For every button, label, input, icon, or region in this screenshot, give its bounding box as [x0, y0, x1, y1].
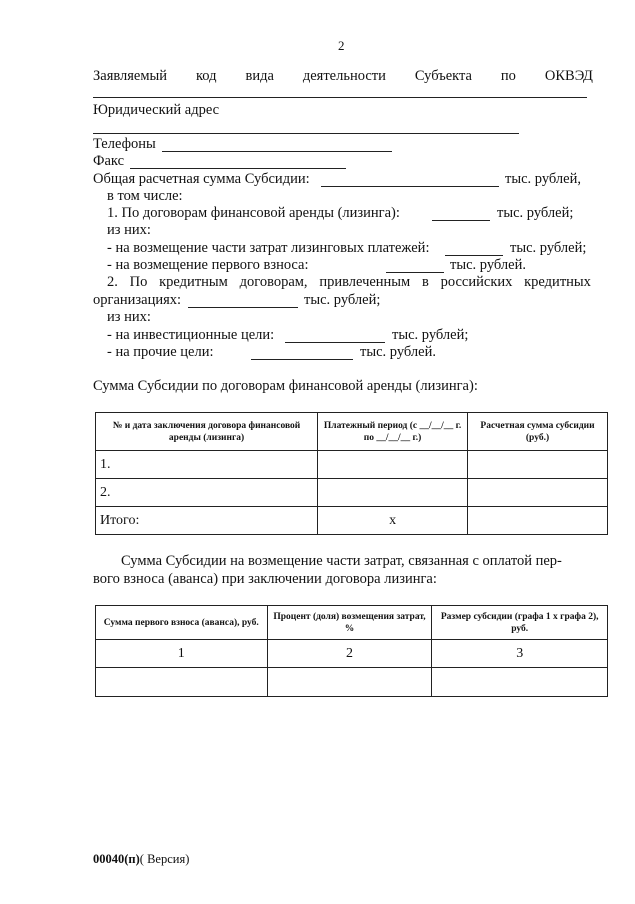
- okved-word: ОКВЭД: [544, 68, 593, 84]
- table2-title-line-2: вого взноса (аванса) при заключении договора лизинга:: [93, 571, 437, 587]
- leasing-fill-line: [432, 220, 490, 221]
- table1-total-label: Итого:: [96, 507, 318, 535]
- credit-line-1: [107, 274, 591, 291]
- credit-invest-fill-line: [285, 342, 385, 343]
- table2-column-number: 3: [432, 640, 608, 668]
- leasing-of-them: из них:: [107, 222, 151, 238]
- table1-cell: 2.: [96, 479, 318, 507]
- footer-version: ( Версия): [139, 852, 190, 866]
- leasing-payments-fill-line: [445, 255, 503, 256]
- table2-header-advance: Сумма первого взноса (аванса), руб.: [96, 606, 268, 640]
- table2-cell: [432, 668, 608, 697]
- phones-label: Телефоны: [93, 136, 156, 152]
- leasing-payments-label: - на возмещение части затрат лизинговых платежей:: [107, 240, 430, 256]
- table-row: [96, 507, 608, 535]
- credit-unit: тыс. рублей;: [304, 292, 381, 308]
- credit-other-label: - на прочие цели:: [107, 344, 214, 360]
- table1-cell: [468, 479, 608, 507]
- leasing-first-unit: тыс. рублей.: [450, 257, 526, 273]
- leasing-first-label: - на возмещение первого взноса:: [107, 257, 309, 273]
- credit-word: в: [422, 274, 429, 290]
- table1-cell: [318, 451, 468, 479]
- including-label: в том числе:: [107, 188, 183, 204]
- footer-code: 00040(п): [93, 852, 140, 866]
- table2-cell: [96, 668, 268, 697]
- okved-line: [93, 68, 593, 85]
- credit-other-fill-line: [251, 359, 353, 360]
- table1-cell: [318, 479, 468, 507]
- okved-word: вида: [245, 68, 274, 84]
- leasing-first-fill-line: [386, 272, 444, 273]
- credit-word: договорам,: [239, 274, 308, 290]
- table1-title: Сумма Субсидии по договорам финансовой аренды (лизинга):: [93, 378, 478, 394]
- fax-label: Факс: [93, 153, 125, 169]
- credit-word: кредитным: [159, 274, 228, 290]
- table-row: [96, 668, 608, 697]
- okved-word: код: [196, 68, 217, 84]
- okved-word: Субъекта: [414, 68, 472, 84]
- table1-header-period: Платежный период (с __/__/__ г. по __/__/__ г.): [318, 413, 468, 451]
- footer: [93, 852, 189, 867]
- credit-fill-line: [188, 307, 298, 308]
- credit-label: организациях:: [93, 292, 182, 308]
- total-fill-line: [321, 186, 499, 187]
- advance-table: [95, 605, 608, 697]
- okved-word: по: [500, 68, 516, 84]
- credit-invest-label: - на инвестиционные цели:: [107, 327, 275, 343]
- total-unit: тыс. рублей,: [505, 171, 581, 187]
- okved-word: деятельности: [302, 68, 386, 84]
- address-fill-line: [93, 133, 519, 134]
- okved-fill-line: [93, 97, 587, 98]
- credit-word: кредитных: [524, 274, 591, 290]
- table2-header-subsidy: Размер субсидии (графа 1 х графа 2), руб.: [432, 606, 608, 640]
- table2-header-percent: Процент (доля) возмещения затрат, %: [267, 606, 432, 640]
- leasing-unit: тыс. рублей;: [497, 205, 574, 221]
- table-row: [96, 640, 608, 668]
- table1-cell: 1.: [96, 451, 318, 479]
- table1-cell: [468, 451, 608, 479]
- table1-header-contract: № и дата заключения договора финансовой аренды (лизинга): [96, 413, 318, 451]
- fax-fill-line: [130, 168, 346, 169]
- credit-word: российских: [440, 274, 513, 290]
- leasing-table: [95, 412, 608, 535]
- leasing-label: 1. По договорам финансовой аренды (лизинга):: [107, 205, 400, 221]
- table1-cell: [468, 507, 608, 535]
- table2-title-line-1: Сумма Субсидии на возмещение части затрат, связанная с оплатой пер-: [121, 553, 562, 569]
- table2-cell: [267, 668, 432, 697]
- table2-column-number: 1: [96, 640, 268, 668]
- credit-word: привлеченным: [319, 274, 411, 290]
- credit-invest-unit: тыс. рублей;: [392, 327, 469, 343]
- table2-column-number: 2: [267, 640, 432, 668]
- total-label: Общая расчетная сумма Субсидии:: [93, 171, 310, 187]
- table1-total-x: x: [318, 507, 468, 535]
- leasing-payments-unit: тыс. рублей;: [510, 240, 587, 256]
- address-label: Юридический адрес: [93, 102, 220, 118]
- page-number: 2: [338, 38, 345, 53]
- phones-fill-line: [162, 151, 392, 152]
- table1-header-amount: Расчетная сумма субсидии (руб.): [468, 413, 608, 451]
- credit-of-them: из них:: [107, 309, 151, 325]
- credit-word: По: [129, 274, 148, 290]
- table-row: [96, 451, 608, 479]
- credit-word: 2.: [107, 274, 118, 290]
- credit-other-unit: тыс. рублей.: [360, 344, 436, 360]
- table-row: [96, 479, 608, 507]
- okved-word: Заявляемый: [93, 68, 168, 84]
